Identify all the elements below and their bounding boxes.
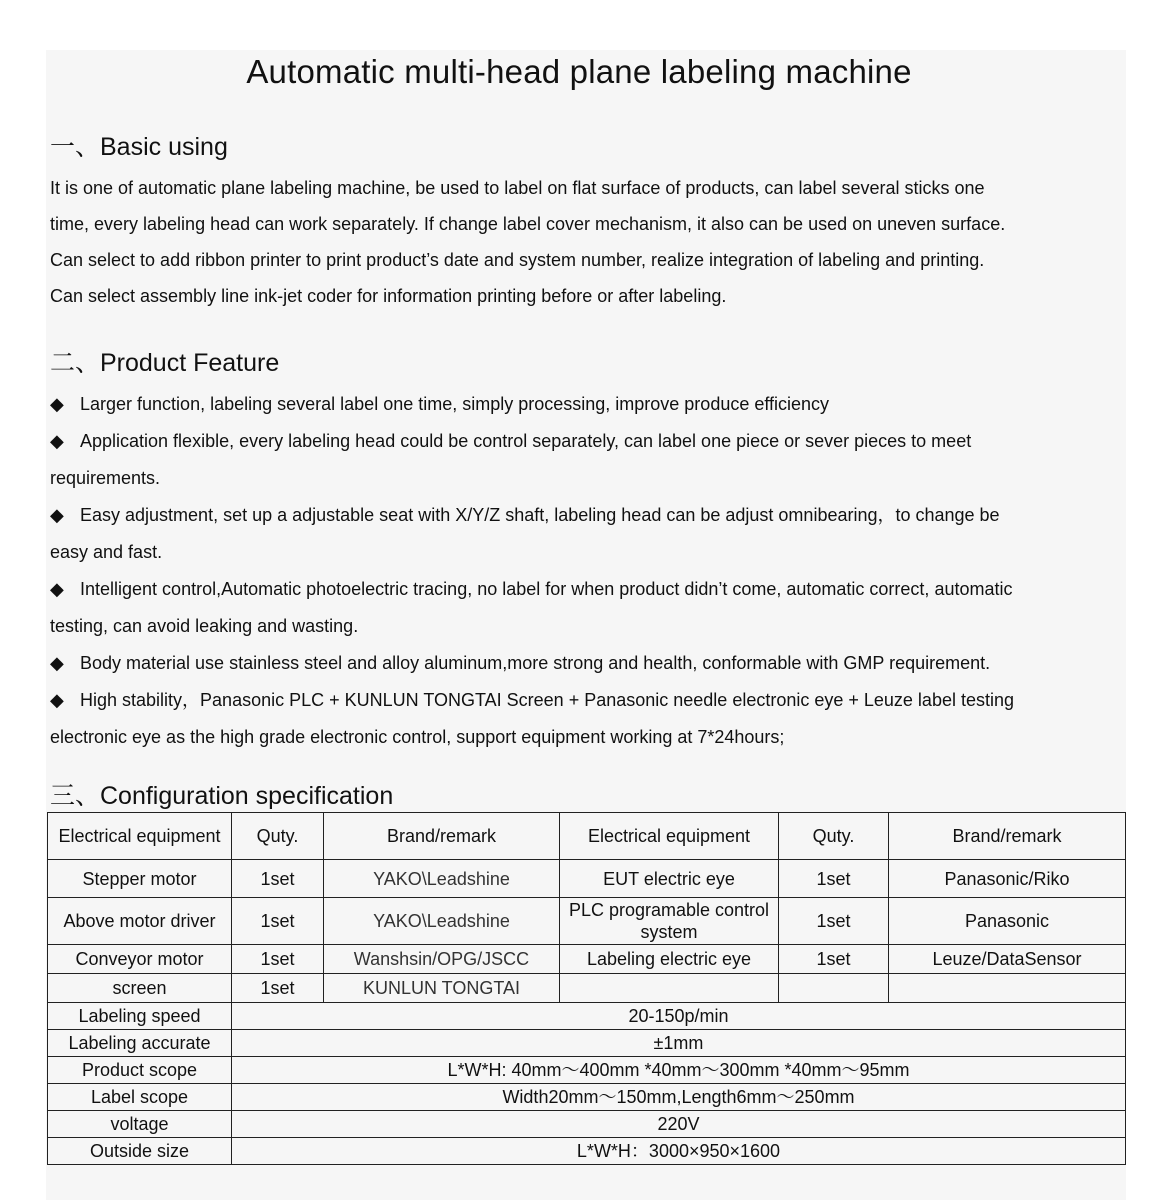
header-cell: Brand/remark — [324, 813, 560, 860]
header-cell: Quty. — [232, 813, 324, 860]
spec-label: Outside size — [48, 1138, 232, 1165]
feature-item-continuation: easy and fast. — [50, 542, 163, 562]
table-row — [48, 974, 1126, 1003]
diamond-bullet-icon: ◆ — [50, 653, 64, 673]
table-cell: screen — [48, 974, 232, 1003]
table-cell: 1set — [232, 898, 324, 945]
header-cell: Brand/remark — [889, 813, 1126, 860]
feature-item-continuation: electronic eye as the high grade electronic control, support equipment working at 7*24hours; — [50, 727, 785, 747]
diamond-bullet-icon: ◆ — [50, 431, 64, 451]
table-cell: KUNLUN TONGTAI — [324, 974, 560, 1003]
table-cell: PLC programable control system — [560, 898, 779, 945]
configuration-table — [47, 812, 1126, 1165]
spec-value: ±1mm — [232, 1030, 1126, 1057]
spec-row — [48, 1003, 1126, 1030]
paragraph-line: Can select to add ribbon printer to print product’s date and system number, realize integration of labeling and printing. — [50, 250, 985, 270]
table-cell: 1set — [779, 860, 889, 898]
table-cell: Panasonic/Riko — [889, 860, 1126, 898]
feature-item: ◆ Intelligent control,Automatic photoelectric tracing, no label for when product didn’t come, automatic correct, automatic — [50, 571, 1130, 607]
spec-label: Label scope — [48, 1084, 232, 1111]
spec-value: 220V — [232, 1111, 1126, 1138]
section-heading-configuration: 三、Configuration specification — [50, 782, 394, 810]
diamond-bullet-icon: ◆ — [50, 690, 64, 710]
document-title: Automatic multi-head plane labeling machine — [246, 53, 912, 90]
header-cell: Electrical equipment — [48, 813, 232, 860]
table-cell: 1set — [779, 945, 889, 974]
spec-row — [48, 1057, 1126, 1084]
spec-value: 20-150p/min — [232, 1003, 1126, 1030]
table-cell: 1set — [779, 898, 889, 945]
paragraph-line: It is one of automatic plane labeling machine, be used to label on flat surface of products, can label several sticks one — [50, 178, 985, 198]
feature-item: ◆ High stability，Panasonic PLC + KUNLUN TONGTAI Screen + Panasonic needle electronic eye + Leuze label testing — [50, 682, 1130, 718]
table-row — [48, 860, 1126, 898]
table-cell: Labeling electric eye — [560, 945, 779, 974]
spec-value: L*W*H：3000×950×1600 — [232, 1138, 1126, 1165]
table-cell: 1set — [232, 974, 324, 1003]
spec-label: Product scope — [48, 1057, 232, 1084]
spec-value: Width20mm～150mm,Length6mm～250mm — [232, 1084, 1126, 1111]
paragraph-line: time, every labeling head can work separately. If change label cover mechanism, it also can be used on uneven surface. — [50, 214, 1006, 234]
table-cell: Above motor driver — [48, 898, 232, 945]
table-cell: 1set — [232, 945, 324, 974]
feature-item-continuation: requirements. — [50, 468, 161, 488]
table-cell: EUT electric eye — [560, 860, 779, 898]
spec-row — [48, 1111, 1126, 1138]
section-heading-product-feature: 二、Product Feature — [50, 349, 280, 377]
table-cell: Conveyor motor — [48, 945, 232, 974]
table-cell: 1set — [232, 860, 324, 898]
feature-item: ◆ Application flexible, every labeling head could be control separately, can label one piece or sever pieces to meet — [50, 423, 1130, 459]
table-cell — [560, 974, 779, 1003]
paragraph-line: Can select assembly line ink-jet coder for information printing before or after labeling. — [50, 286, 727, 306]
spec-row — [48, 1138, 1126, 1165]
spec-row — [48, 1030, 1126, 1057]
table-cell: Leuze/DataSensor — [889, 945, 1126, 974]
table-cell — [779, 974, 889, 1003]
feature-item: ◆ Body material use stainless steel and alloy aluminum,more strong and health, conformable with GMP requirement. — [50, 645, 1130, 681]
spec-value: L*W*H: 40mm～400mm *40mm～300mm *40mm～95mm — [232, 1057, 1126, 1084]
table-row — [48, 898, 1126, 945]
table-cell: YAKO\Leadshine — [324, 860, 560, 898]
table-cell: Stepper motor — [48, 860, 232, 898]
spec-label: Labeling speed — [48, 1003, 232, 1030]
feature-item: ◆ Larger function, labeling several label one time, simply processing, improve produce efficiency — [50, 386, 1130, 422]
spec-row — [48, 1084, 1126, 1111]
section-heading-basic-using: 一、Basic using — [50, 133, 228, 161]
table-cell: Wanshsin/OPG/JSCC — [324, 945, 560, 974]
table-cell: YAKO\Leadshine — [324, 898, 560, 945]
table-row — [48, 945, 1126, 974]
table-header-row — [48, 813, 1126, 860]
table-cell — [889, 974, 1126, 1003]
spec-label: voltage — [48, 1111, 232, 1138]
diamond-bullet-icon: ◆ — [50, 505, 64, 525]
table-cell: Panasonic — [889, 898, 1126, 945]
spec-label: Labeling accurate — [48, 1030, 232, 1057]
feature-item-continuation: testing, can avoid leaking and wasting. — [50, 616, 359, 636]
header-cell: Electrical equipment — [560, 813, 779, 860]
header-cell: Quty. — [779, 813, 889, 860]
diamond-bullet-icon: ◆ — [50, 394, 64, 414]
feature-item: ◆ Easy adjustment, set up a adjustable seat with X/Y/Z shaft, labeling head can be adjust omnibearing，to change be — [50, 497, 1130, 533]
feature-list — [50, 386, 1130, 755]
basic-using-paragraph — [50, 170, 1130, 314]
diamond-bullet-icon: ◆ — [50, 579, 64, 599]
